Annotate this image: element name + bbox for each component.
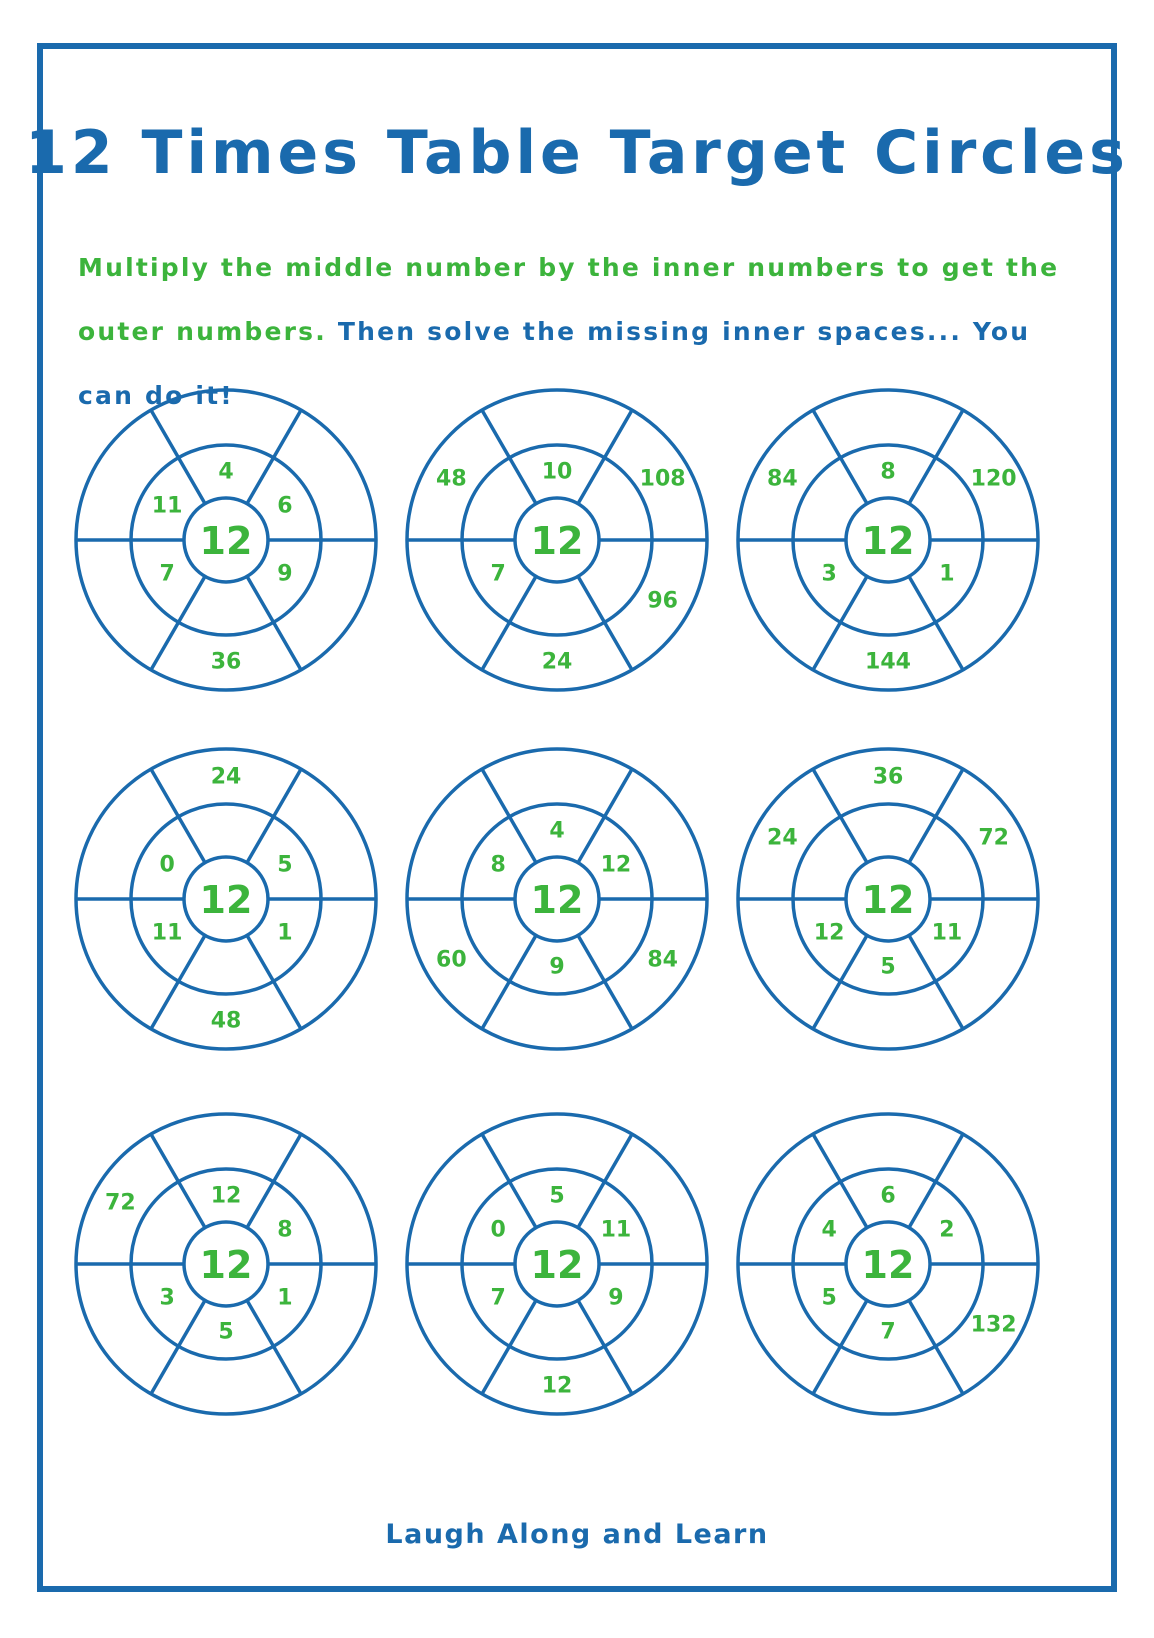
center-number: 12	[199, 519, 253, 563]
inner-number-3: 1	[277, 1285, 293, 1311]
instructions-part2: Then solve the missing inner spaces... You can do it!	[78, 317, 1031, 410]
inner-number-3: 9	[277, 561, 293, 587]
spoke-5	[813, 1300, 867, 1394]
spoke-5	[813, 576, 867, 670]
spoke-2	[909, 410, 963, 504]
inner-number-4: 7	[880, 1319, 896, 1345]
inner-number-5: 11	[151, 920, 183, 946]
spoke-2	[909, 769, 963, 863]
outer-number-2: 72	[978, 825, 1009, 851]
spoke-3	[151, 1134, 205, 1228]
instructions-part1: Multiply the middle number by the inner numbers to get the outer numbers.	[78, 253, 1060, 346]
outer-number-1: 36	[872, 764, 904, 790]
inner-number-6: 0	[490, 1217, 506, 1243]
spoke-5	[482, 576, 536, 670]
inner-number-1: 12	[210, 1183, 242, 1209]
center-number: 12	[530, 878, 584, 922]
inner-number-5: 3	[159, 1285, 175, 1311]
target-circle-1	[71, 385, 381, 695]
inner-number-5: 7	[490, 1285, 506, 1311]
target-circle-6	[733, 744, 1043, 1054]
spoke-5	[813, 935, 867, 1029]
center-number: 12	[530, 1243, 584, 1287]
spoke-5	[482, 1300, 536, 1394]
inner-number-6: 8	[490, 852, 506, 878]
spoke-5	[151, 1300, 205, 1394]
outer-number-4: 36	[210, 649, 242, 675]
outer-number-1: 24	[210, 764, 242, 790]
spoke-6	[909, 576, 963, 670]
center-number: 12	[861, 878, 915, 922]
center-number: 12	[861, 1243, 915, 1287]
target-circle-5	[402, 744, 712, 1054]
spoke-5	[151, 935, 205, 1029]
inner-number-2: 5	[277, 852, 293, 878]
inner-number-1: 6	[880, 1183, 896, 1209]
spoke-2	[578, 769, 632, 863]
spoke-3	[813, 769, 867, 863]
spoke-6	[247, 1300, 301, 1394]
outer-number-4: 144	[865, 649, 911, 675]
spoke-5	[482, 935, 536, 1029]
inner-number-6: 11	[151, 493, 183, 519]
inner-number-5: 7	[159, 561, 175, 587]
inner-number-2: 11	[600, 1217, 632, 1243]
outer-number-4: 48	[210, 1008, 242, 1034]
inner-number-3: 1	[939, 561, 955, 587]
spoke-6	[247, 935, 301, 1029]
outer-number-4: 12	[541, 1373, 573, 1399]
spoke-3	[813, 410, 867, 504]
inner-number-2: 8	[277, 1217, 293, 1243]
inner-number-2: 12	[600, 852, 632, 878]
spoke-6	[578, 1300, 632, 1394]
center-number: 12	[861, 519, 915, 563]
inner-number-5: 7	[490, 561, 506, 587]
target-circle-2	[402, 385, 712, 695]
inner-number-6: 0	[159, 852, 175, 878]
outer-number-2: 120	[970, 466, 1017, 492]
inner-number-1: 10	[541, 459, 573, 485]
center-number: 12	[199, 1243, 253, 1287]
spoke-5	[151, 576, 205, 670]
inner-number-1: 4	[218, 459, 234, 485]
center-number: 12	[199, 878, 253, 922]
inner-number-4: 5	[218, 1319, 234, 1345]
outer-number-6: 72	[105, 1190, 136, 1216]
spoke-6	[909, 1300, 963, 1394]
inner-number-3: 1	[277, 920, 293, 946]
center-number: 12	[530, 519, 584, 563]
spoke-2	[247, 410, 301, 504]
inner-number-5: 12	[813, 920, 845, 946]
outer-number-3: 132	[970, 1312, 1017, 1338]
outer-number-6: 48	[436, 466, 467, 492]
page-title: 12 Times Table Target Circles	[25, 118, 1129, 188]
spoke-2	[247, 1134, 301, 1228]
outer-number-4: 24	[541, 649, 573, 675]
outer-number-3: 84	[647, 947, 678, 973]
inner-number-2: 6	[277, 493, 293, 519]
inner-number-2: 2	[939, 1217, 955, 1243]
inner-number-1: 4	[549, 818, 565, 844]
spoke-2	[578, 1134, 632, 1228]
spoke-6	[578, 935, 632, 1029]
spoke-6	[578, 576, 632, 670]
outer-number-2: 108	[639, 466, 686, 492]
outer-number-5: 60	[436, 947, 467, 973]
outer-number-6: 84	[767, 466, 798, 492]
spoke-3	[151, 769, 205, 863]
inner-number-4: 5	[880, 954, 896, 980]
footer-brand: Laugh Along and Learn	[385, 1519, 769, 1550]
spoke-3	[813, 1134, 867, 1228]
target-circle-3	[733, 385, 1043, 695]
spoke-6	[909, 935, 963, 1029]
inner-number-3: 11	[931, 920, 963, 946]
outer-number-3: 96	[647, 588, 678, 614]
outer-number-6: 24	[767, 825, 798, 851]
inner-number-5: 3	[821, 561, 837, 587]
spoke-3	[482, 1134, 536, 1228]
inner-number-6: 4	[821, 1217, 837, 1243]
spoke-2	[909, 1134, 963, 1228]
inner-number-4: 9	[549, 954, 565, 980]
spoke-3	[482, 769, 536, 863]
target-circle-7	[71, 1109, 381, 1419]
target-circle-9	[733, 1109, 1043, 1419]
target-circle-4	[71, 744, 381, 1054]
spoke-3	[482, 410, 536, 504]
spoke-2	[247, 769, 301, 863]
inner-number-1: 8	[880, 459, 896, 485]
spoke-6	[247, 576, 301, 670]
spoke-3	[151, 410, 205, 504]
inner-number-5: 5	[821, 1285, 837, 1311]
spoke-2	[578, 410, 632, 504]
inner-number-3: 9	[608, 1285, 624, 1311]
inner-number-1: 5	[549, 1183, 565, 1209]
target-circle-8	[402, 1109, 712, 1419]
